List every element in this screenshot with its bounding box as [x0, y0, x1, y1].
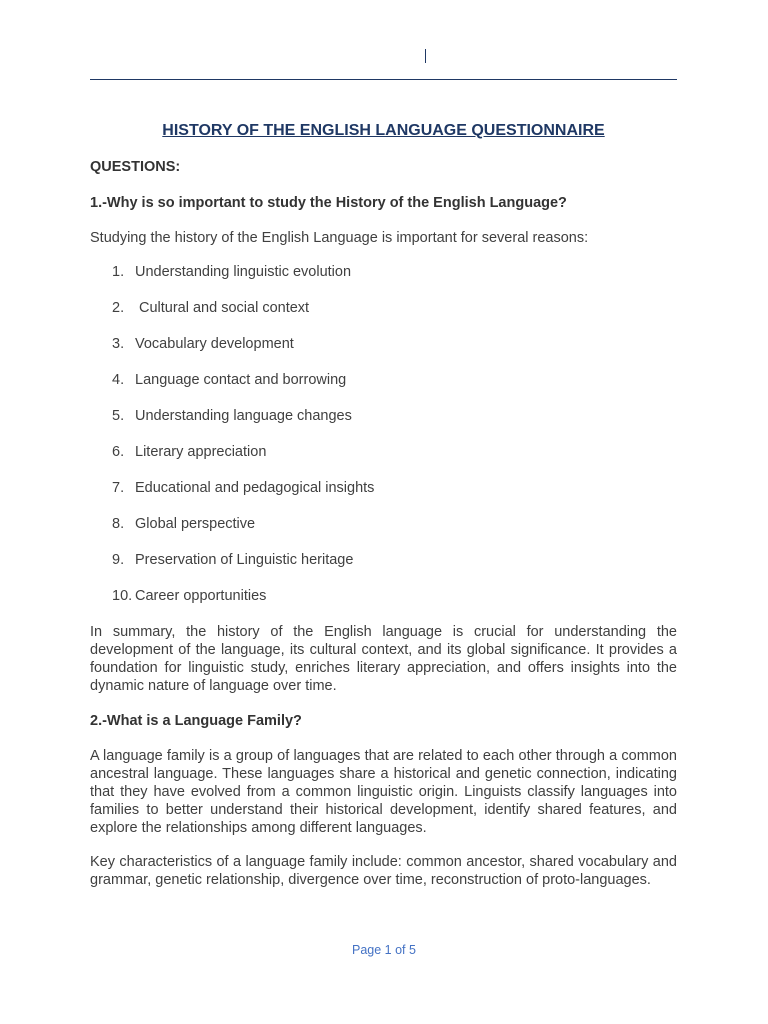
list-item: 3. Vocabulary development: [112, 336, 294, 352]
list-item: 2. Cultural and social context: [112, 300, 310, 316]
question-2-heading: 2.-What is a Language Family?: [90, 713, 302, 729]
list-item: 10. Career opportunities: [112, 588, 267, 604]
list-item: 5. Understanding language changes: [112, 408, 352, 424]
document-body: [90, 121, 677, 905]
list-item: 9. Preservation of Linguistic heritage: [112, 552, 354, 568]
questions-heading: QUESTIONS:: [90, 159, 181, 175]
document-title: HISTORY OF THE ENGLISH LANGUAGE QUESTIONNAIRE: [162, 122, 605, 139]
reasons-list: [90, 263, 677, 613]
question-1-heading: 1.-Why is so important to study the History of the English Language?: [90, 195, 567, 211]
header-rule: [90, 79, 677, 80]
question-2-paragraph-1: A language family is a group of languages that are related to each other through a common ancestral language. These languages share a historical and genetic connection, indicating that they have evolved from a common linguistic origin. Linguists classify languages into families to better understand their historical development, identify shared features, and explore the relationships among different languages.: [90, 748, 677, 836]
header-cursor-mark: [425, 49, 426, 63]
list-item: 1. Understanding linguistic evolution: [112, 264, 352, 280]
list-item: 7. Educational and pedagogical insights: [112, 480, 375, 496]
list-item: 8. Global perspective: [112, 516, 256, 532]
list-item: 4. Language contact and borrowing: [112, 372, 347, 388]
question-1-summary: In summary, the history of the English language is crucial for understanding the development of the language, its cultural context, and its global significance. It provides a foundation for linguistic study, enriches literary appreciation, and offers insights into the dynamic nature of language over time.: [90, 624, 677, 694]
question-1-intro: Studying the history of the English Language is important for several reasons:: [90, 230, 589, 246]
page-number: Page 1 of 5: [352, 943, 416, 957]
question-2-paragraph-2: Key characteristics of a language family include: common ancestor, shared vocabulary and grammar, genetic relationship, divergence over time, reconstruction of proto-languages.: [90, 854, 677, 888]
list-item: 6. Literary appreciation: [112, 444, 267, 460]
